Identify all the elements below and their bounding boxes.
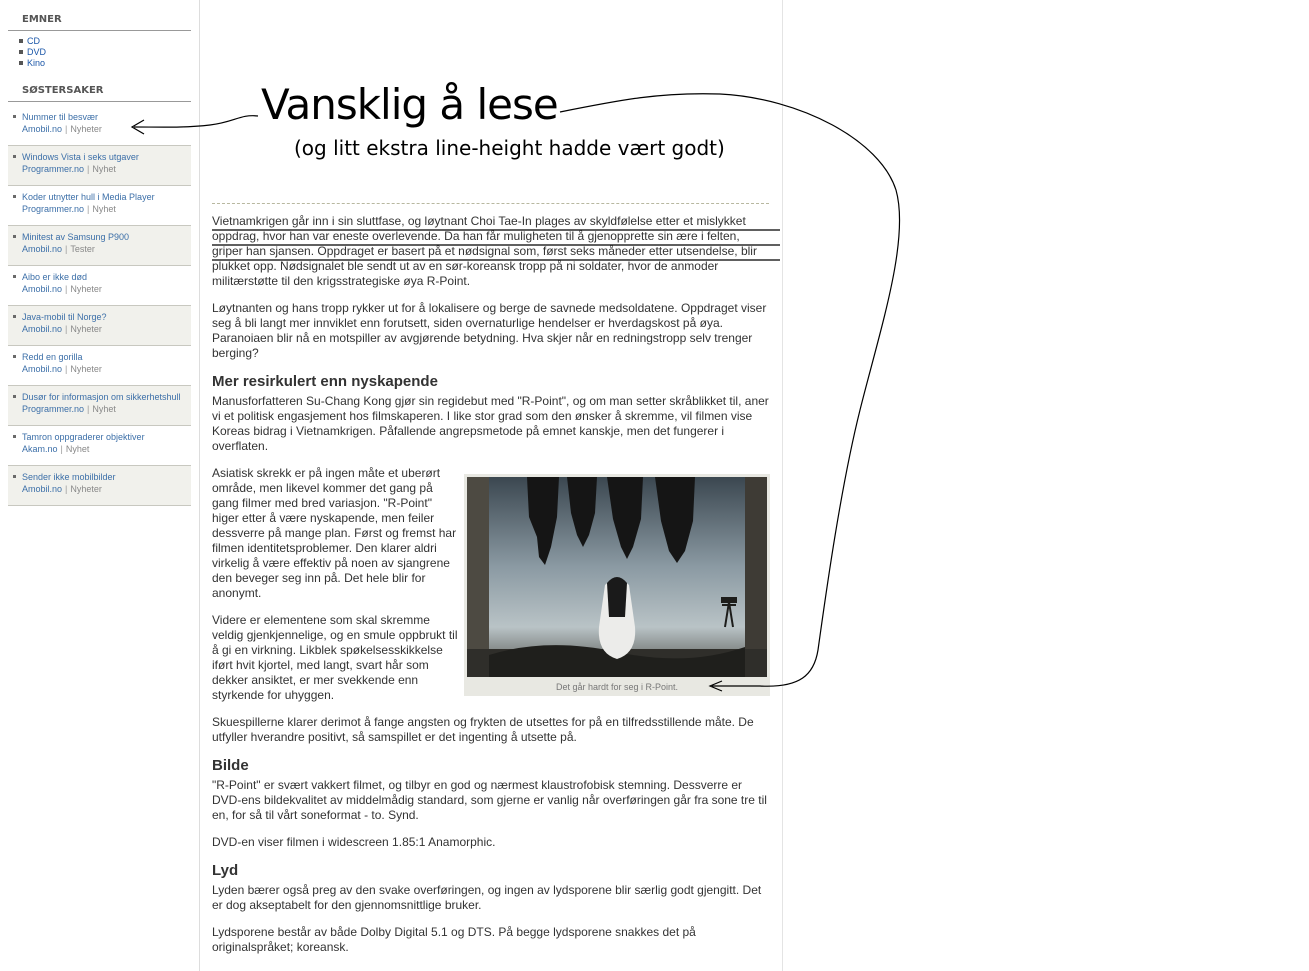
article-paragraph-2: Løytnanten og hans tropp rykker ut for å lokalisere og berge de savnede medsoldatene. Oppdraget viser seg å bli langt mer innviklet enn forutsett, siden overnaturlige hendelser er hverdagskost på øya. Paranoiaen blir nå en motspiller av avgjørende betydning. Hva skjer når en redningstropp selv trenger berging? (212, 301, 767, 360)
dashed-divider (212, 203, 769, 204)
article-paragraph-10: Lydsporene består av både Dolby Digital 5.1 og DTS. På begge lydsporene snakkes det på originalspråket; koreansk. (212, 925, 696, 954)
news-source-link[interactable]: Programmer.no (22, 164, 85, 174)
news-item[interactable] (8, 306, 191, 346)
news-item[interactable] (8, 386, 191, 426)
article-heading-lyd: Lyd (212, 862, 239, 879)
topic-item[interactable] (19, 36, 46, 47)
news-source-link[interactable]: Amobil.no (22, 324, 63, 334)
news-title-link[interactable]: Aibo er ikke død (22, 272, 88, 282)
news-item[interactable] (8, 266, 191, 306)
news-title-link[interactable]: Minitest av Samsung P900 (22, 232, 130, 242)
news-title-link[interactable]: Sender ikke mobilbilder (22, 472, 116, 482)
news-item[interactable] (8, 106, 191, 146)
topic-item[interactable] (19, 47, 46, 58)
news-type: Nyhet (92, 404, 116, 414)
news-type: Nyheter (70, 324, 102, 334)
news-title-link[interactable]: Windows Vista i seks utgaver (22, 152, 139, 162)
figure-caption: Det går hardt for seg i R-Point. (555, 682, 679, 692)
news-separator: | (65, 284, 68, 294)
news-separator: | (65, 364, 68, 374)
news-type: Nyheter (70, 484, 102, 494)
news-type: Nyheter (70, 284, 102, 294)
news-source-link[interactable]: Amobil.no (22, 364, 63, 374)
news-item[interactable] (8, 346, 191, 386)
topic-item[interactable] (19, 58, 46, 69)
news-type: Nyhet (92, 204, 116, 214)
news-item[interactable] (8, 426, 191, 466)
news-source-link[interactable]: Programmer.no (22, 404, 85, 414)
news-title-link[interactable]: Tamron oppgraderer objektiver (22, 432, 145, 442)
article-heading-resirkulert: Mer resirkulert enn nyskapende (212, 373, 438, 390)
news-title-link[interactable]: Java-mobil til Norge? (22, 312, 107, 322)
topic-link-dvd[interactable]: DVD (27, 47, 47, 57)
news-separator: | (65, 124, 68, 134)
topic-link-kino[interactable]: Kino (27, 58, 46, 68)
movie-still-image (467, 477, 767, 677)
article-paragraph-1: Vietnamkrigen går inn i sin sluttfase, og løytnant Choi Tae-In plages av skyldfølelse etter et mislykket oppdrag, hvor han var eneste overlevende. Da han får muligheten til å gjenopprette sin ære i felten, griper han sjansen. Oppdraget er basert på et nødsignal som, først seks måneder etter utsendelse, blir plukket opp. Nødsignalet ble sendt ut av en sør-koreansk tropp på ni soldater, hvor de anmoder militærstøtte til den krigsstrategiske øya R-Point. (212, 214, 757, 288)
sister-heading: SØSTERSAKER (8, 85, 191, 102)
news-separator: | (87, 404, 90, 414)
article-paragraph-5: Videre er elementene som skal skremme veldig gjenkjennelige, og en smule oppbrukt til å gi en virkning. Likblek spøkelsesskikkelse iført hvit kjortel, med langt, svart hår som dekker ansiktet, er mer svekkende enn styrkende for uhyggen. (212, 613, 458, 702)
article-paragraph-3: Manusforfatteren Su-Chang Kong gjør sin regidebut med "R-Point", og om man setter skråblikket til, aner vi et politisk engasjement hos filmskaperen. I like stor grad som den ønsker å skremme, vil filmen vise Koreas bidrag i Vietnamkrigen. Påfallende angrepsmetode på emnet kanskje, men det fungerer i overflaten. (212, 394, 769, 453)
news-title-link[interactable]: Koder utnytter hull i Media Player (22, 192, 155, 202)
news-type: Nyheter (70, 124, 102, 134)
news-source-link[interactable]: Amobil.no (22, 124, 63, 134)
article-paragraph-4: Asiatisk skrekk er på ingen måte et uberørt område, men likevel kommer det gang på gang filmer med bred variasjon. "R-Point" higer etter å være nyskapende, men feiler dessverre på mange plan. Først og fremst har filmen identitetsproblemer. Den klarer aldri virkelig å være effektiv på noen av sjangrene den beveger seg inn på. Det hele blir for anonymt. (212, 466, 457, 600)
article-paragraph-6: Skuespillerne klarer derimot å fange angsten og frykten de utsettes for på en tilfredsstillende måte. De utfyller hverandre positivt, så samspillet er det ingenting å utsette på. (212, 715, 754, 744)
news-type: Tester (70, 244, 95, 254)
news-source-link[interactable]: Akam.no (22, 444, 58, 454)
article-heading-bilde: Bilde (212, 757, 249, 774)
news-separator: | (87, 164, 90, 174)
news-item[interactable] (8, 146, 191, 186)
topics-heading: EMNER (8, 14, 191, 31)
news-item[interactable] (8, 466, 191, 506)
article-figure (464, 474, 770, 696)
article-paragraph-7: "R-Point" er svært vakkert filmet, og tilbyr en god og nærmest klaustrofobisk stemning. Dessverre er DVD-ens bildekvalitet av middelmådig standard, som gjerne er vanlig når overføringen går fra sone tre til en, for så til vårt soneformat - to. Synd. (212, 778, 767, 822)
article-paragraph-8: DVD-en viser filmen i widescreen 1.85:1 Anamorphic. (212, 835, 496, 849)
news-separator: | (65, 484, 68, 494)
sidebar (0, 0, 200, 971)
news-source-link[interactable]: Amobil.no (22, 244, 63, 254)
annotation-subtitle: (og litt ekstra line-height hadde vært godt) (294, 136, 725, 160)
news-type: Nyhet (65, 444, 90, 454)
news-type: Nyheter (70, 364, 102, 374)
topics-list (19, 36, 46, 69)
news-item[interactable] (8, 226, 191, 266)
news-separator: | (65, 324, 68, 334)
news-title-link[interactable]: Redd en gorilla (22, 352, 83, 362)
annotation-title: Vansklig å lese (261, 80, 558, 129)
news-title-link[interactable]: Nummer til besvær (22, 112, 99, 122)
news-item[interactable] (8, 186, 191, 226)
news-source-link[interactable]: Amobil.no (22, 484, 63, 494)
topic-link-cd[interactable]: CD (27, 36, 40, 46)
news-separator: | (60, 444, 63, 454)
news-separator: | (65, 244, 68, 254)
news-separator: | (87, 204, 90, 214)
news-title-link[interactable]: Dusør for informasjon om sikkerhetshull (22, 392, 181, 402)
news-type: Nyhet (92, 164, 116, 174)
sister-news-list (8, 106, 191, 506)
news-source-link[interactable]: Programmer.no (22, 204, 85, 214)
news-source-link[interactable]: Amobil.no (22, 284, 63, 294)
article-paragraph-9: Lyden bærer også preg av den svake overføringen, og ingen av lydsporene blir særlig godt gjengitt. Det er dog akseptabelt for den gjennomsnittlige bruker. (212, 883, 762, 912)
